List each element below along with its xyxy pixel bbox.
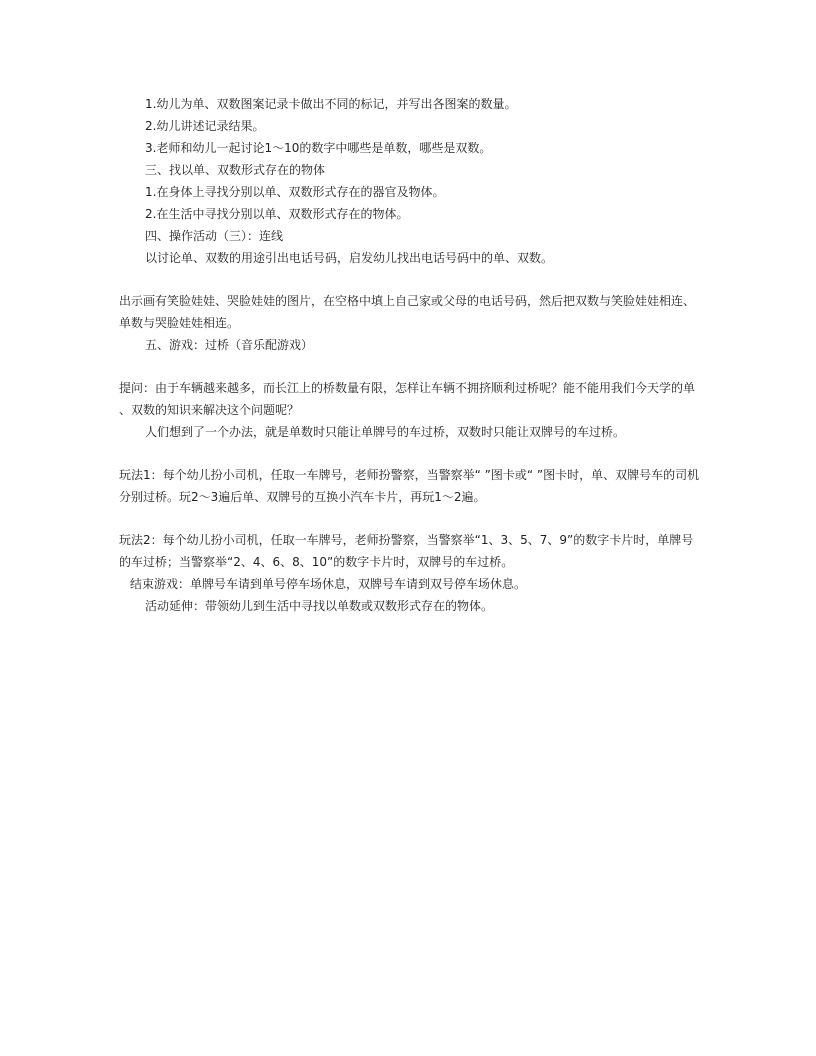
text-line: 以讨论单、双数的用途引出电话号码，启发幼儿找出电话号码中的单、双数。 [145, 251, 554, 265]
text-line: 单数与哭脸娃娃相连。 [119, 316, 240, 330]
text-line: 结束游戏：单牌号车请到单号停车场休息，双牌号车请到双号停车场休息。 [130, 577, 527, 591]
text-line: 玩法2：每个幼儿扮小司机，任取一车牌号，老师扮警察，当警察举“1、3、5、7、9”的数字卡片时，单牌号 [119, 533, 694, 547]
text-line: 的车过桥；当警察举“2、4、6、8、10”的数字卡片时，双牌号的车过桥。 [119, 555, 514, 569]
section-heading: 四、操作活动（三）：连线 [145, 229, 284, 243]
text-line: 1.在身体上寻找分别以单、双数形式存在的器官及物体。 [145, 185, 445, 199]
text-line: 1.幼儿为单、双数图案记录卡做出不同的标记，并写出各图案的数量。 [145, 97, 517, 111]
section-heading: 五、游戏：过桥（音乐配游戏） [145, 338, 314, 352]
text-line: 2.幼儿讲述记录结果。 [145, 119, 265, 133]
text-line: 3.老师和幼儿一起讨论1～10的数字中哪些是单数，哪些是双数。 [145, 141, 492, 155]
text-line: 分别过桥。玩2～3遍后单、双牌号的互换小汽车卡片，再玩1～2遍。 [119, 490, 486, 504]
text-line: 出示画有笑脸娃娃、哭脸娃娃的图片，在空格中填上自己家或父母的电话号码，然后把双数与笑脸娃娃相连、 [119, 294, 696, 308]
text-line: 玩法1：每个幼儿扮小司机，任取一车牌号，老师扮警察，当警察举“ ”图卡或“ ”图卡时，单、双牌号车的司机 [119, 468, 700, 482]
text-line: 2.在生活中寻找分别以单、双数形式存在的物体。 [145, 207, 409, 221]
text-line: 人们想到了一个办法，就是单数时只能让单牌号的车过桥，双数时只能让双牌号的车过桥。 [145, 425, 626, 439]
section-heading: 三、找以单、双数形式存在的物体 [145, 163, 326, 177]
text-line: 活动延伸：带领幼儿到生活中寻找以单数或双数形式存在的物体。 [145, 599, 494, 613]
text-line: 、双数的知识来解决这个问题呢？ [119, 403, 300, 417]
text-line: 提问：由于车辆越来越多，而长江上的桥数量有限，怎样让车辆不拥挤顺利过桥呢？能不能用我们今天学的单 [119, 381, 696, 395]
